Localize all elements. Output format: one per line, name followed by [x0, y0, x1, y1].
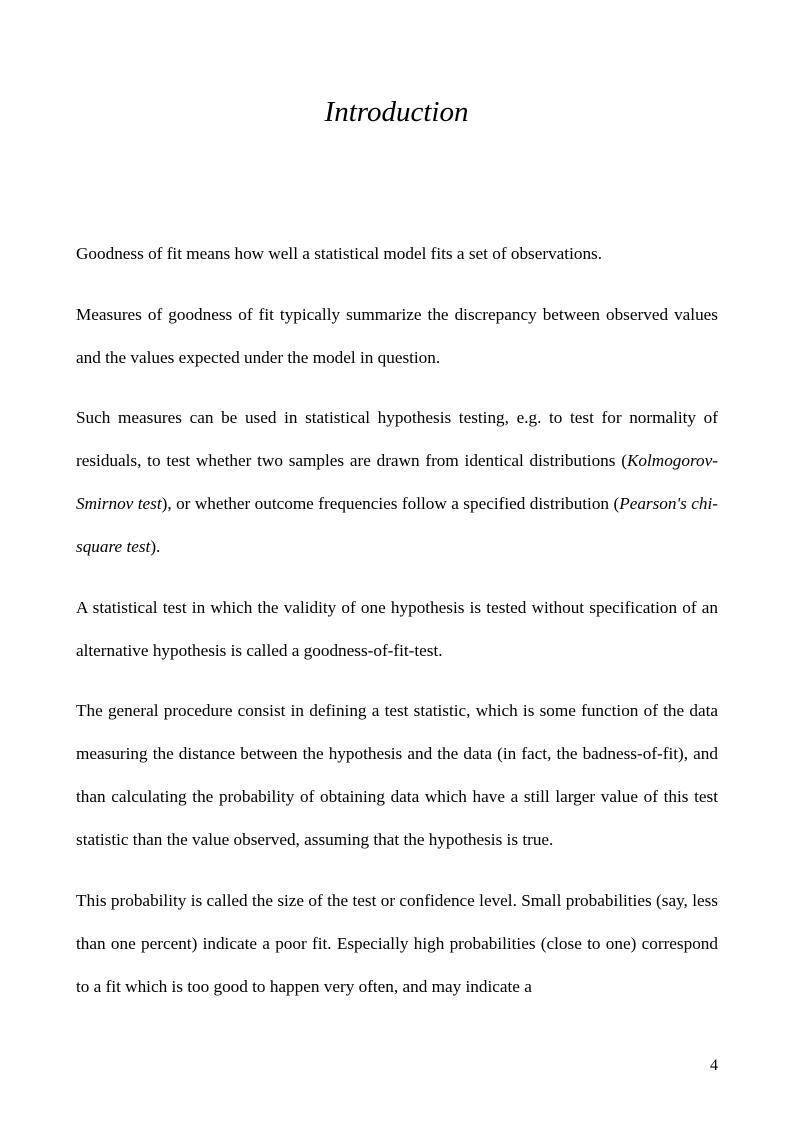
paragraph-5: The general procedure consist in defining a test statistic, which is some function of the data measuring the distance between the hypothesis and the data (in fact, the badness-of-fit), and than calculating the probability of obtaining data which have a still larger value of this test statistic than the value observed, assuming that the hypothesis is true.: [76, 701, 718, 849]
paragraph-3-text-1: Such measures can be used in statistical hypothesis testing, e.g. to test for normality of residuals, to test whether two samples are drawn from identical distributions (: [76, 408, 718, 470]
page-number: 4: [710, 1057, 718, 1074]
kolmogorov-smirnov-test-term: Kolmogorov-Smirnov test: [76, 451, 718, 513]
paragraph-3-text-3: ).: [150, 537, 161, 556]
pearson-chi-square-test-term: Pearson's chi-square test: [76, 494, 719, 556]
paragraph-6: This probability is called the size of the test or confidence level. Small probabilities (say, less than one percent) indicate a poor fit. Especially high probabilities (close to one) correspond to a fit which is too good to happen very often, and may indicate a: [76, 890, 718, 996]
page-title: Introduction: [324, 96, 469, 128]
paragraph-2: Measures of goodness of fit typically summarize the discrepancy between observed values and the values expected under the model in question.: [76, 304, 718, 367]
paragraph-3-text-2: ), or whether outcome frequencies follow a specified distribution (: [161, 494, 620, 513]
paragraph-1: Goodness of fit means how well a statistical model fits a set of observations.: [76, 244, 603, 263]
paragraph-3: [76, 396, 718, 568]
body-text: [76, 232, 718, 1025]
paragraph-4: A statistical test in which the validity of one hypothesis is tested without specification of an alternative hypothesis is called a goodness-of-fit-test.: [76, 597, 718, 660]
